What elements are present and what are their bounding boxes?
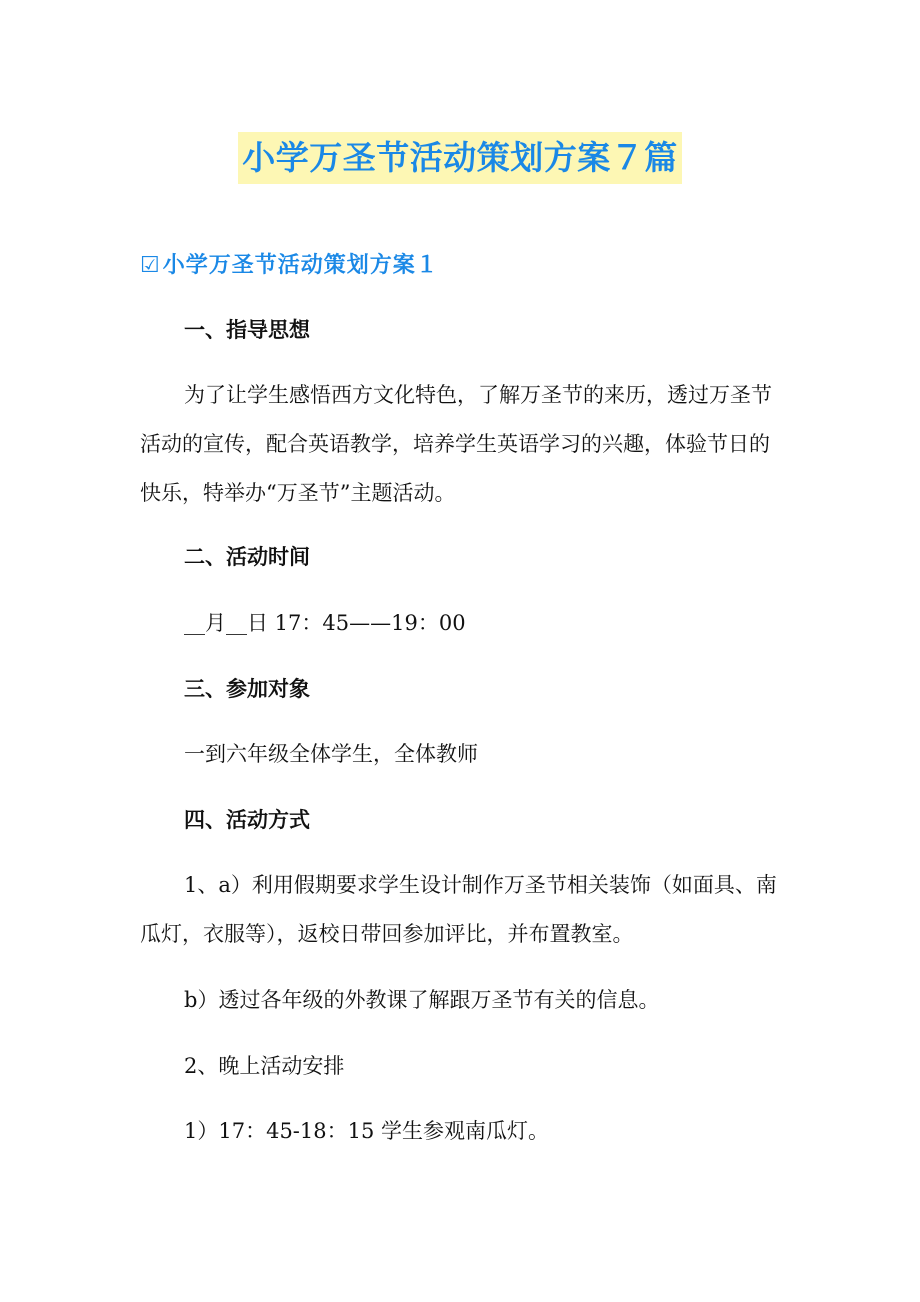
document-title: 小学万圣节活动策划方案７篇 (238, 132, 682, 184)
paragraph-activity-time: __月__日 17：45——19：00 (184, 611, 466, 635)
section-heading (140, 246, 439, 286)
paragraph-evening-schedule: 2、晚上活动安排 (184, 1054, 345, 1078)
checkbox-icon: ☑ (140, 253, 161, 278)
subheading-activity-time: 二、活动时间 (184, 545, 310, 569)
paragraph-method-b: b）透过各年级的外教课了解跟万圣节有关的信息。 (184, 988, 660, 1012)
subheading-activity-method: 四、活动方式 (184, 808, 310, 832)
paragraph-schedule-item-1: 1）17：45-18：15 学生参观南瓜灯。 (184, 1119, 550, 1143)
subheading-guiding-thought: 一、指导思想 (184, 318, 310, 342)
paragraph-participants: 一到六年级全体学生，全体教师 (184, 742, 478, 766)
paragraph-guiding-thought: 为了让学生感悟西方文化特色，了解万圣节的来历，透过万圣节活动的宣传，配合英语教学，培养学生英语学习的兴趣，体验节日的快乐，特举办“万圣节”主题活动。 (140, 383, 772, 505)
subheading-participants: 三、参加对象 (184, 677, 310, 701)
section-heading-text: 小学万圣节活动策划方案１ (162, 253, 439, 278)
paragraph-method-a: 1、a）利用假期要求学生设计制作万圣节相关装饰（如面具、南瓜灯，衣服等），返校日带回参加评比，并布置教室。 (140, 873, 777, 946)
title-container (0, 132, 920, 184)
